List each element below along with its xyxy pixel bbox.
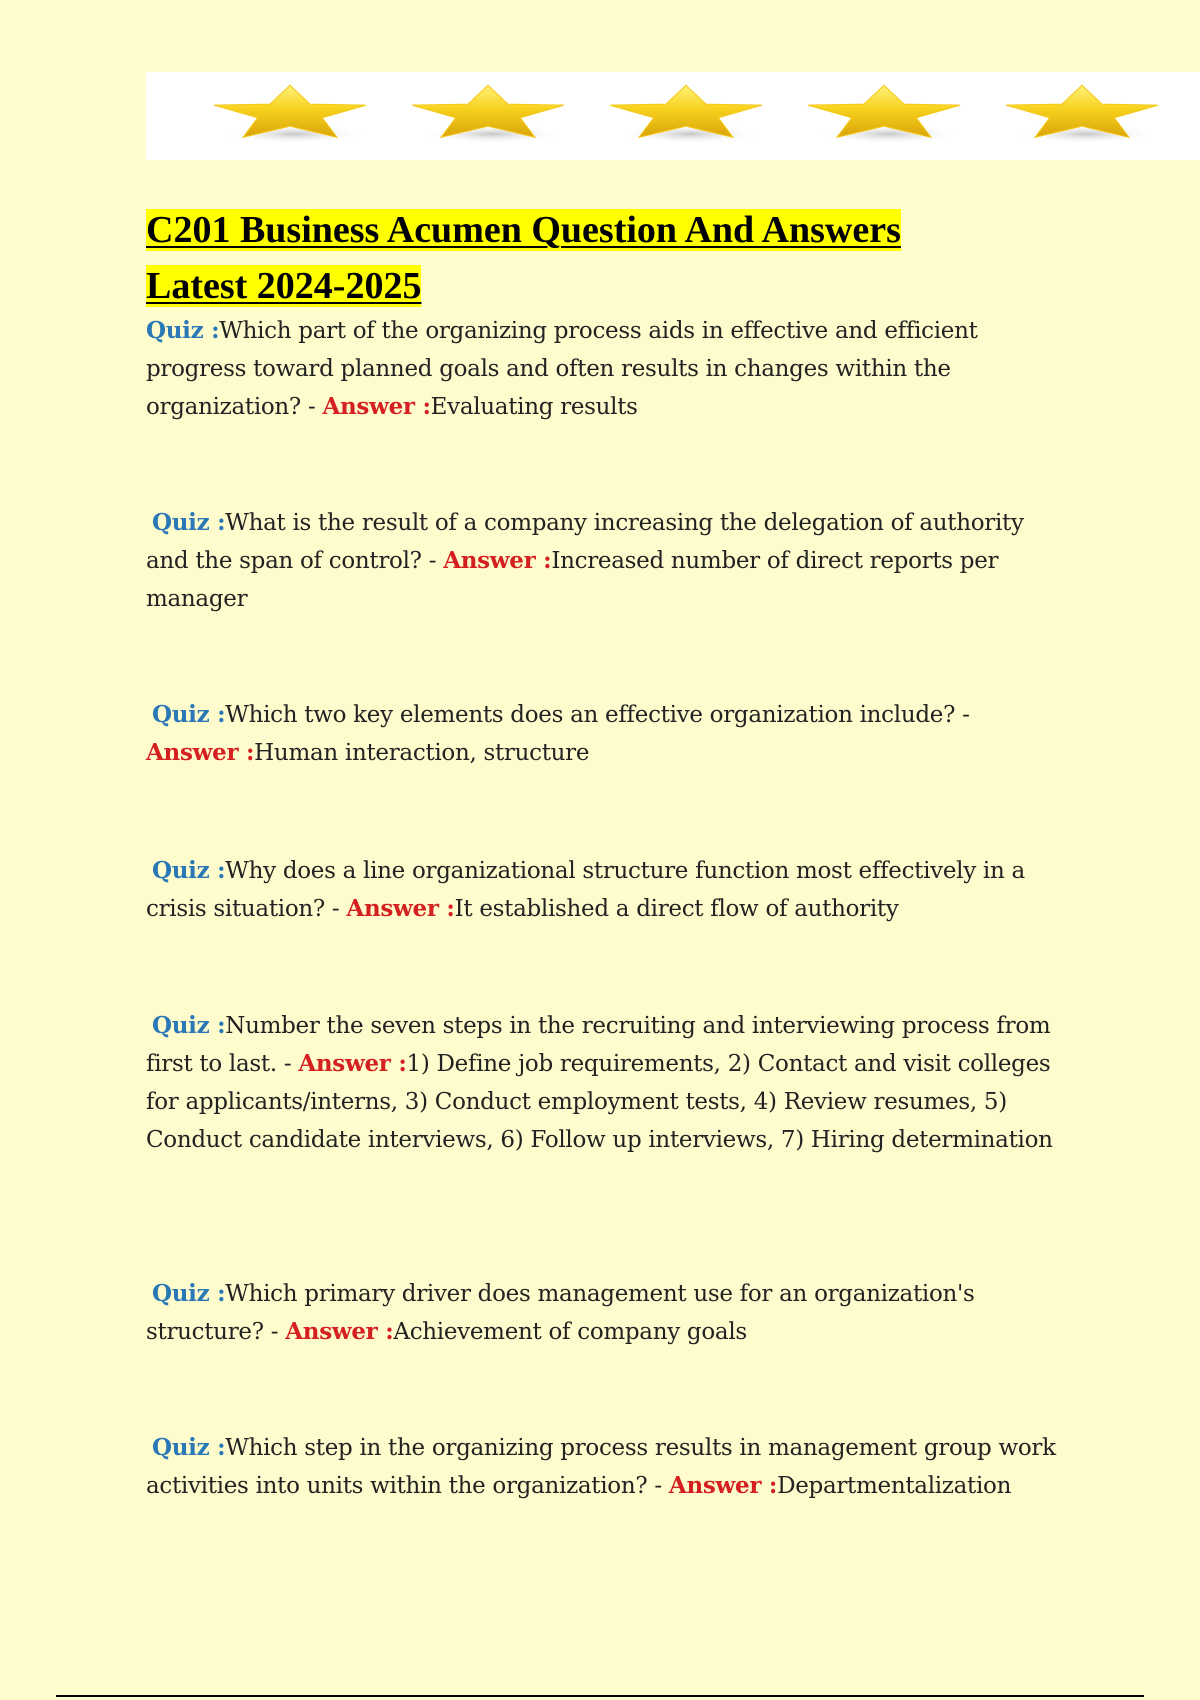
question-text: Which step in the organizing process results in management group work activities into units within the organization? - [146, 1435, 1056, 1499]
answer-label: Answer : [346, 895, 455, 922]
page-bottom-rule [56, 1695, 1144, 1697]
qa-item-6 [146, 1275, 1066, 1351]
qa-item-4 [146, 852, 1066, 928]
quiz-label: Quiz : [152, 1012, 226, 1039]
question-text: Which primary driver does management use for an organization's structure? - [146, 1281, 975, 1345]
answer-label: Answer : [298, 1050, 407, 1077]
qa-item-2 [146, 504, 1066, 618]
star-rating-banner [146, 72, 1200, 160]
answer-text: 1) Define job requirements, 2) Contact and visit colleges for applicants/interns, 3) Conduct employment tests, 4) Review resumes, 5) Conduct candidate interviews, 6) Follow up interviews, 7) Hiring determination [146, 1051, 1053, 1153]
answer-label: Answer : [146, 739, 255, 766]
document-title [146, 202, 1046, 314]
answer-label: Answer : [322, 393, 431, 420]
answer-text: Increased number of direct reports per manager [146, 548, 999, 612]
question-text: Why does a line organizational structure function most effectively in a crisis situation? - [146, 858, 1025, 922]
quiz-label: Quiz : [146, 317, 220, 344]
answer-label: Answer : [668, 1472, 778, 1499]
qa-item-5 [146, 1007, 1066, 1159]
qa-item-7 [146, 1429, 1066, 1505]
answer-text: It established a direct flow of authority [454, 896, 899, 922]
quiz-label: Quiz : [152, 1280, 226, 1307]
quiz-label: Quiz : [152, 701, 226, 728]
question-text: What is the result of a company increasing the delegation of authority and the span of control? - [146, 510, 1024, 574]
title-line-2: Latest 2024-2025 [146, 265, 422, 307]
question-text: Number the seven steps in the recruiting and interviewing process from first to last. - [146, 1013, 1051, 1077]
quiz-label: Quiz : [152, 1434, 226, 1461]
stars-graphic [146, 72, 1200, 160]
answer-label: Answer : [285, 1318, 394, 1345]
qa-item-1 [146, 312, 1066, 426]
question-text: Which part of the organizing process aids in effective and efficient progress toward planned goals and often results in changes within the organization? - [146, 318, 978, 420]
answer-text: Human interaction, structure [254, 740, 590, 766]
quiz-label: Quiz : [152, 509, 226, 536]
answer-text: Departmentalization [777, 1473, 1012, 1499]
answer-label: Answer : [443, 547, 552, 574]
quiz-label: Quiz : [152, 857, 226, 884]
answer-text: Evaluating results [430, 394, 638, 420]
answer-text: Achievement of company goals [393, 1319, 747, 1345]
title-line-1: C201 Business Acumen Question And Answers [146, 209, 901, 251]
qa-item-3 [146, 696, 1066, 772]
question-text: Which two key elements does an effective organization include? - [225, 702, 970, 728]
